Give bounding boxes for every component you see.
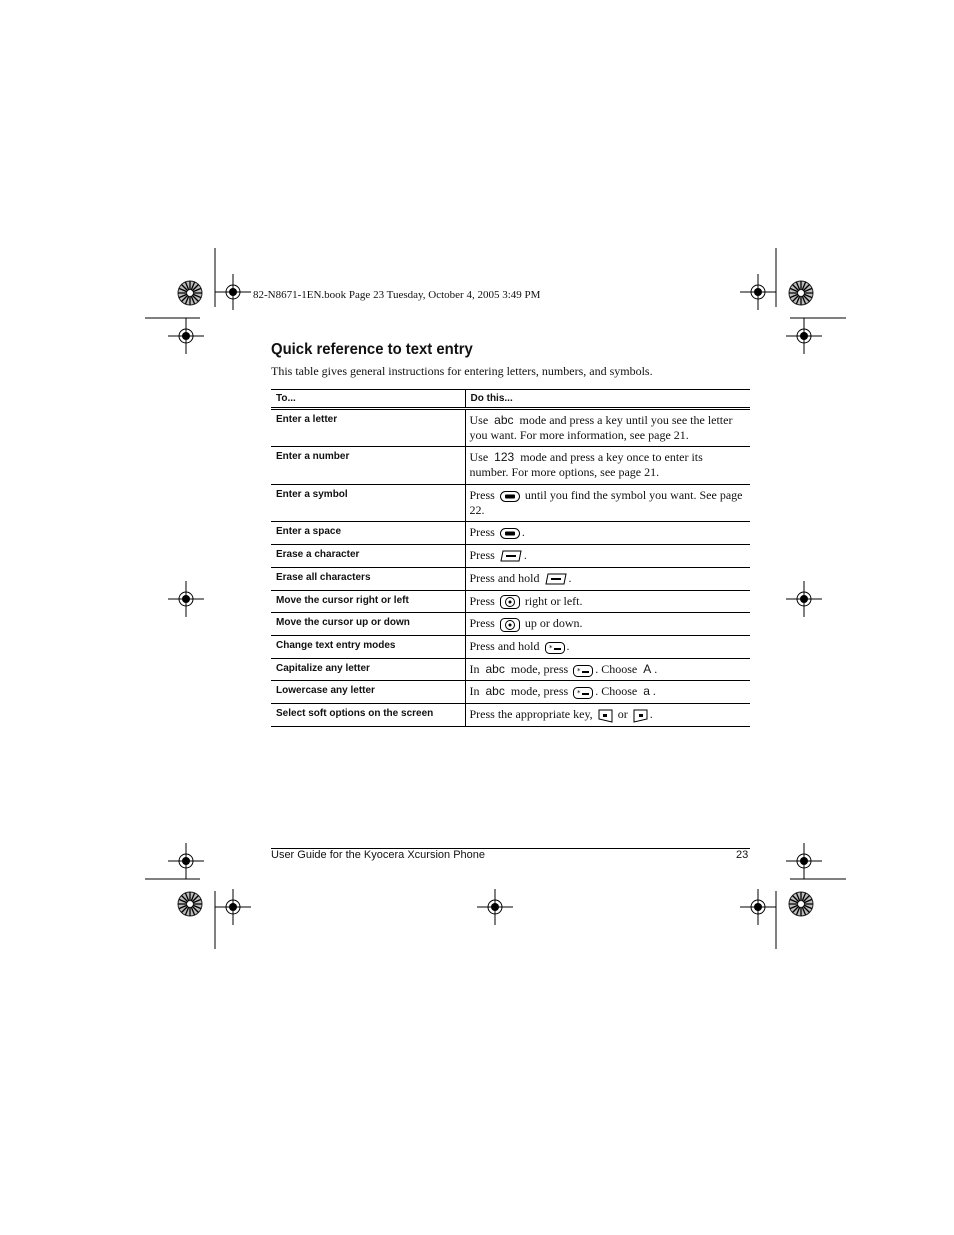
registration-mark-icon <box>740 889 776 925</box>
table-row <box>271 568 750 591</box>
table-row <box>271 409 750 447</box>
registration-mark-icon <box>786 318 822 354</box>
color-wheel-icon <box>789 281 813 305</box>
registration-mark-icon <box>168 318 204 354</box>
star-shift-key-icon <box>573 665 593 677</box>
back-key-icon <box>545 573 567 585</box>
registration-mark-icon <box>786 581 822 617</box>
action-text: Use 123 mode and press a key once to enter its number. For more options, see page 21. <box>465 447 750 485</box>
registration-mark-icon <box>215 889 251 925</box>
star-shift-key-icon <box>545 642 565 654</box>
task-label: Enter a number <box>276 451 350 462</box>
action-text: Press and hold * . <box>465 636 750 659</box>
color-wheel-icon <box>178 281 202 305</box>
one-key-icon <box>500 491 520 502</box>
svg-text:*: * <box>548 643 552 652</box>
action-text: Press until you find the symbol you want. See page 22. <box>465 485 750 522</box>
task-label: Enter a symbol <box>276 489 348 500</box>
book-header: 82-N8671-1EN.book Page 23 Tuesday, October 4, 2005 3:49 PM <box>253 289 541 301</box>
quick-reference-table <box>271 389 750 727</box>
page-number: 23 <box>736 849 749 861</box>
task-label: Enter a space <box>276 526 342 537</box>
column-header-do-this: Do this... <box>465 390 750 409</box>
intro-text: This table gives general instructions for entering letters, numbers, and symbols. <box>271 364 653 378</box>
zero-key-icon <box>500 528 520 539</box>
table-row <box>271 704 750 727</box>
registration-mark-icon <box>786 843 822 879</box>
action-text: Use abc mode and press a key until you see the letter you want. For more information, see page 21. <box>465 409 750 447</box>
abc-mode-icon: abc <box>485 684 505 699</box>
registration-mark-icon <box>168 581 204 617</box>
registration-mark-icon <box>168 843 204 879</box>
task-label: Erase all characters <box>276 572 371 583</box>
action-text: Press the appropriate key, or . <box>465 704 750 727</box>
table-row <box>271 545 750 568</box>
registration-mark-icon <box>740 274 776 310</box>
action-text: Press right or left. <box>465 591 750 613</box>
table-row <box>271 591 750 613</box>
number-mode-icon: 123 <box>494 450 515 464</box>
table-row <box>271 485 750 522</box>
color-wheel-icon <box>789 892 813 916</box>
table-row <box>271 613 750 636</box>
column-header-to: To... <box>271 390 465 409</box>
page-title: Quick reference to text entry <box>271 341 473 358</box>
left-soft-key-icon <box>598 709 613 723</box>
uppercase-a-icon: A <box>643 662 652 677</box>
svg-text:*: * <box>577 666 581 675</box>
navigation-key-icon <box>500 618 520 632</box>
navigation-key-icon <box>500 595 520 609</box>
task-label: Change text entry modes <box>276 640 396 652</box>
right-soft-key-icon <box>633 709 648 723</box>
task-label: Capitalize any letter <box>276 663 370 675</box>
lowercase-a-icon: a <box>643 684 650 699</box>
table-row <box>271 636 750 659</box>
task-label: Move the cursor right or left <box>276 595 409 606</box>
table-row <box>271 681 750 704</box>
action-text: Press . <box>465 545 750 568</box>
table-row <box>271 447 750 485</box>
action-text: In abc mode, press * . Choose A . <box>465 659 750 681</box>
table-header-row <box>271 390 750 409</box>
back-key-icon <box>500 550 522 562</box>
task-label: Enter a letter <box>276 414 338 425</box>
task-label: Select soft options on the screen <box>276 708 434 720</box>
star-shift-key-icon <box>573 687 593 699</box>
task-label: Lowercase any letter <box>276 685 375 697</box>
task-label: Move the cursor up or down <box>276 617 410 629</box>
table-row <box>271 659 750 681</box>
action-text: Press . <box>465 522 750 545</box>
table-row <box>271 522 750 545</box>
action-text: Press and hold . <box>465 568 750 591</box>
task-label: Erase a character <box>276 549 360 560</box>
abc-mode-icon: abc <box>494 413 514 427</box>
color-wheel-icon <box>178 892 202 916</box>
abc-mode-icon: abc <box>485 662 505 677</box>
svg-text:*: * <box>577 688 581 697</box>
footer-title: User Guide for the Kyocera Xcursion Phone <box>271 849 486 861</box>
registration-mark-icon <box>215 274 251 310</box>
action-text: Press up or down. <box>465 613 750 636</box>
action-text: In abc mode, press * . Choose a . <box>465 681 750 704</box>
registration-mark-icon <box>477 889 513 925</box>
